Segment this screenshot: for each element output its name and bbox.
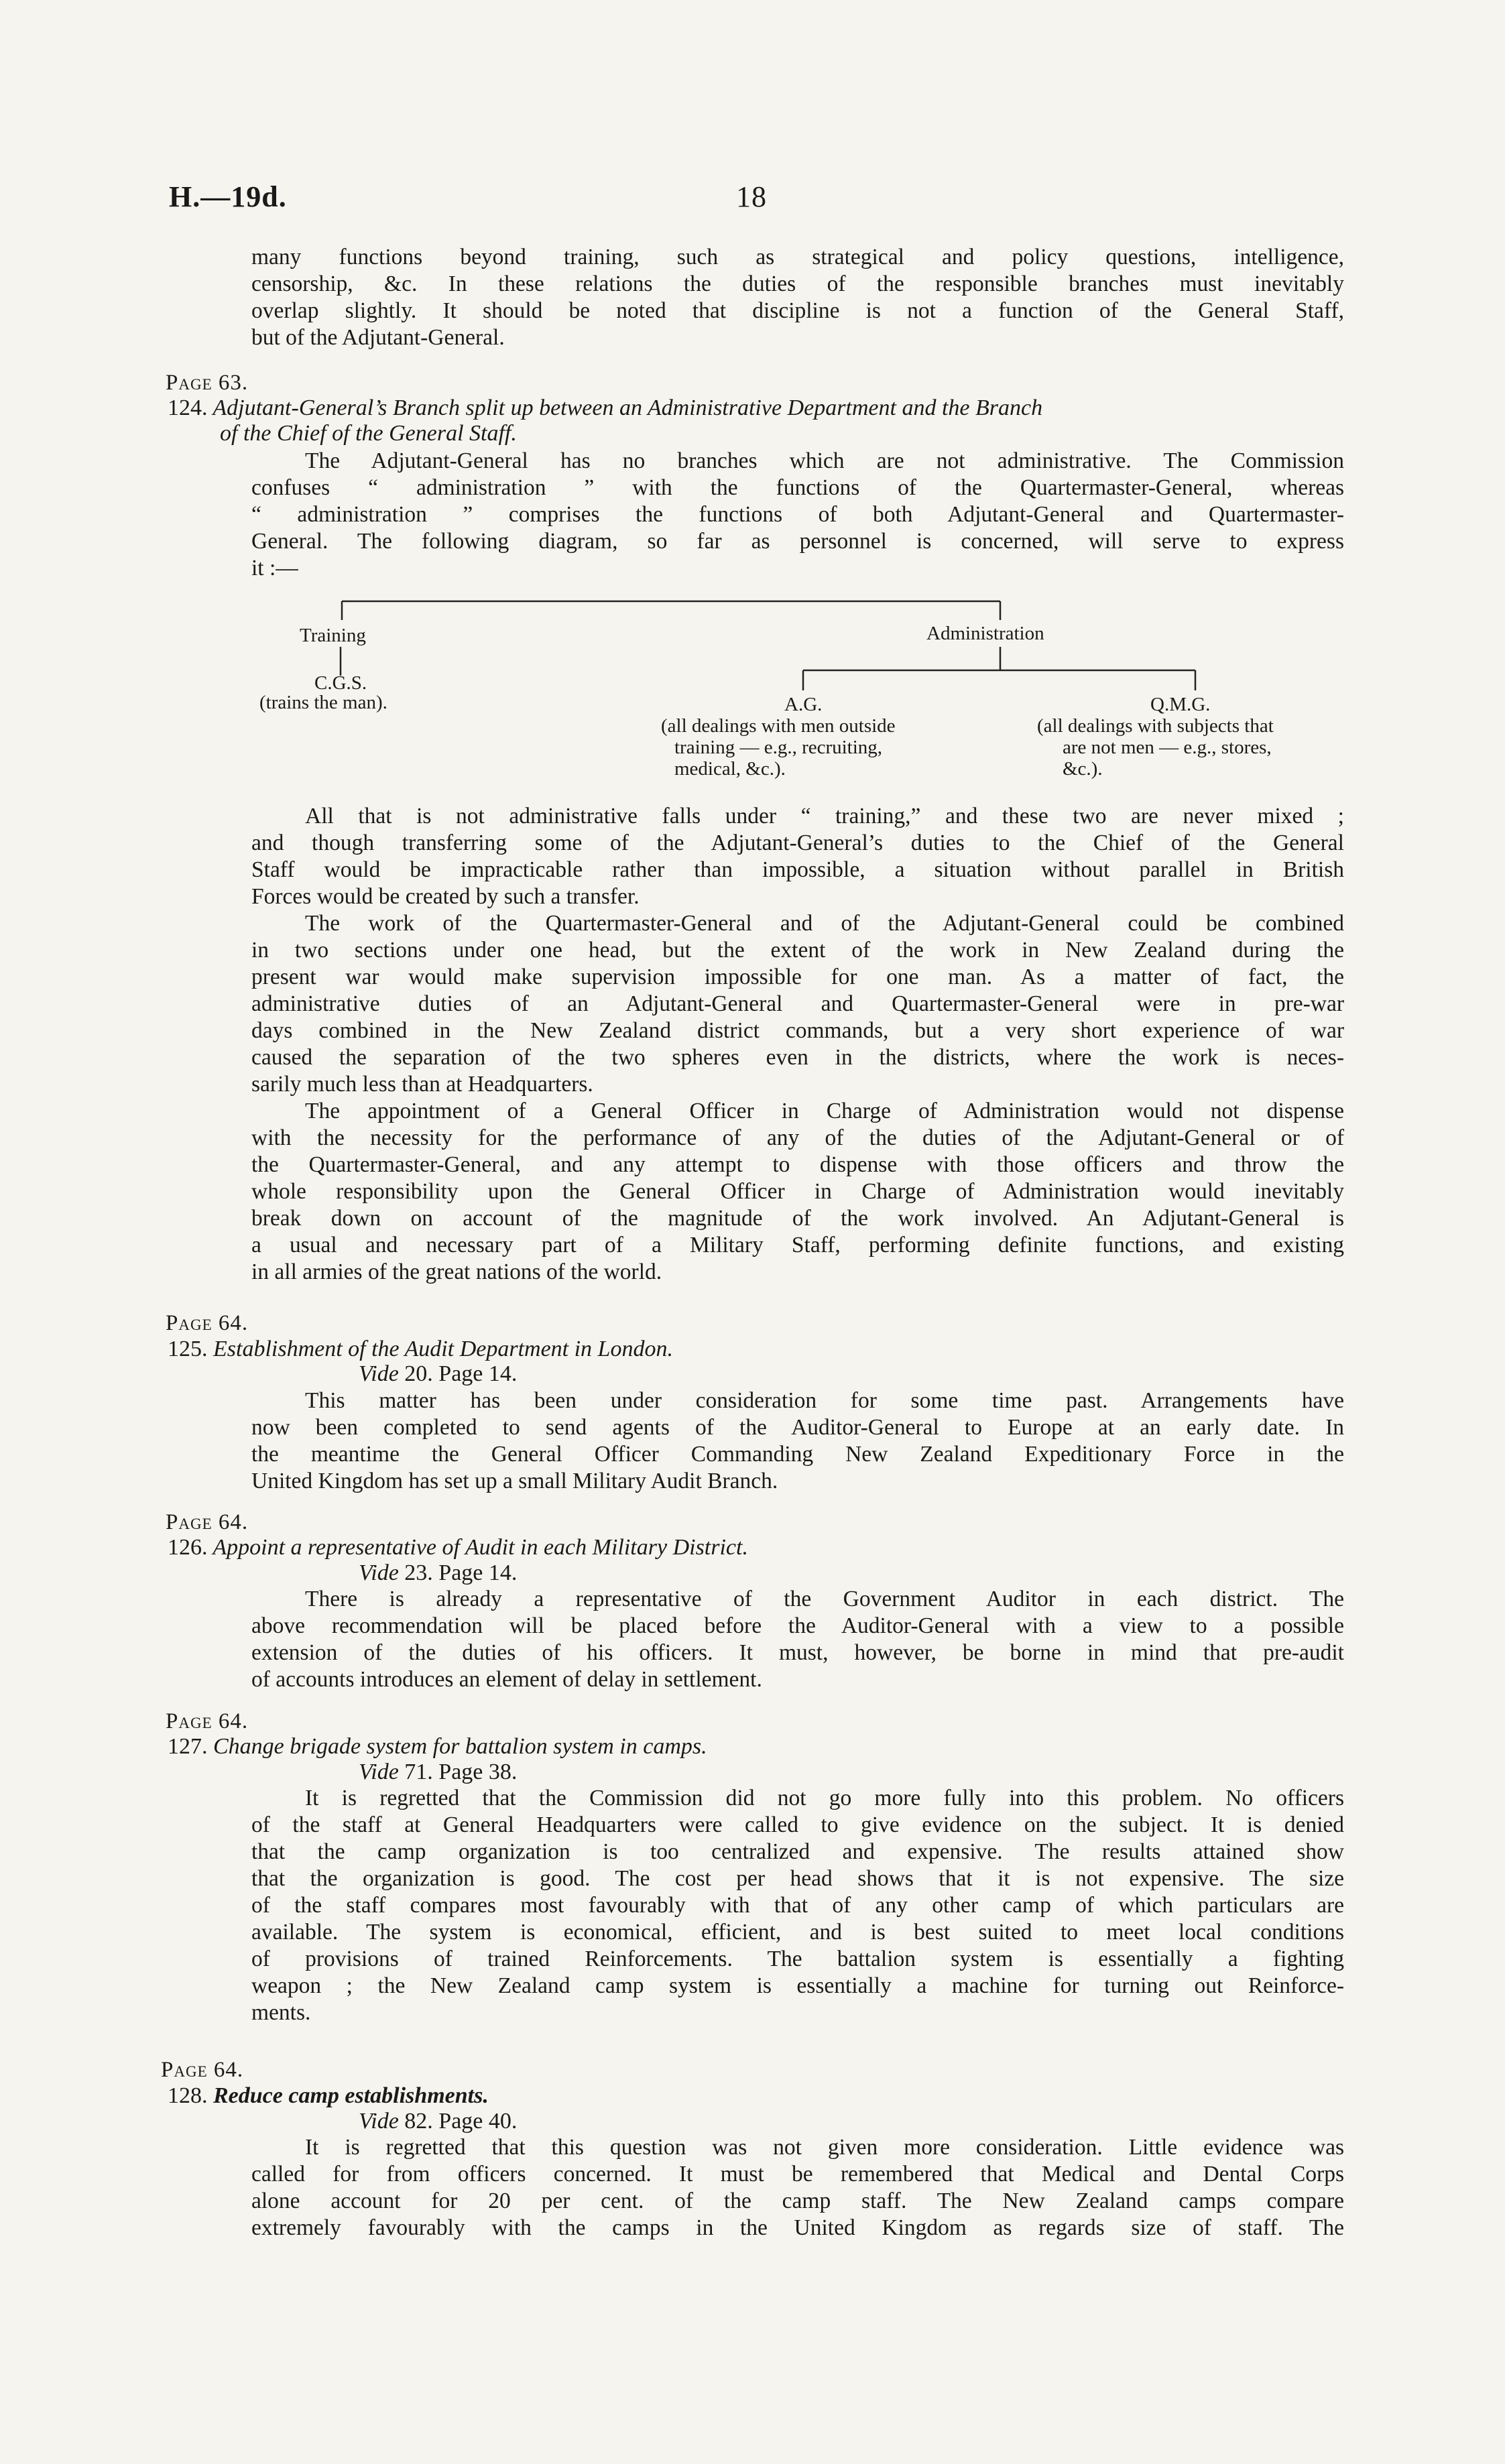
note-line: training — e.g., recruiting, [674, 737, 883, 758]
page-reference-127: Page 64. [166, 1709, 249, 1733]
vide-reference-126 [359, 1560, 517, 1586]
vide-word: Vide [359, 1361, 399, 1386]
note-line: &c.). [1063, 758, 1103, 780]
text-line: Forces would be created by such a transfer. [251, 884, 640, 909]
vide-ref: 82. Page 40. [404, 2109, 518, 2134]
text-line: days combined in the New Zealand district commands, but a very short experience of war [251, 1018, 1344, 1043]
vide-ref: 71. Page 38. [404, 1760, 518, 1784]
page-reference-124: Page 63. [166, 371, 249, 395]
text-line: with the necessity for the performance of any of the duties of the Adjutant-General or of [251, 1125, 1344, 1150]
page-reference-125: Page 64. [166, 1311, 249, 1335]
text-line: that the organization is good. The cost per head shows that it is not expensive. The size [251, 1866, 1344, 1891]
paragraph-124-3 [251, 910, 1344, 1098]
section-number: 128. [168, 2083, 208, 2108]
page-reference-126: Page 64. [166, 1510, 249, 1534]
title-text: Reduce camp establishments. [213, 2083, 489, 2108]
text-line: This matter has been under consideration for some time past. Arrangements have [305, 1388, 1344, 1413]
paragraph-127 [251, 1785, 1344, 2026]
text-line: of the staff at General Headquarters were called to give evidence on the subject. It is denied [251, 1812, 1344, 1837]
note-line: medical, &c.). [674, 758, 786, 780]
text-line: now been completed to send agents of the Auditor-General to Europe at an early date. In [251, 1415, 1344, 1440]
text-line: It is regretted that the Commission did not go more fully into this problem. No officers [305, 1786, 1344, 1810]
series-label: H.—19d. [169, 180, 287, 213]
vide-word: Vide [359, 1760, 399, 1784]
text-line: overlap slightly. It should be noted that discipline is not a function of the General Staff, [251, 298, 1344, 323]
paragraph-126 [251, 1586, 1344, 1693]
text-line: present war would make supervision impossible for one man. As a matter of fact, the [251, 965, 1344, 989]
text-line: a usual and necessary part of a Military Staff, performing definite functions, and existing [251, 1233, 1344, 1257]
section-title-126 [168, 1535, 748, 1560]
text-line: available. The system is economical, efficient, and is best suited to meet local conditions [251, 1920, 1344, 1945]
text-line: extension of the duties of his officers. It must, however, be borne in mind that pre-audit [251, 1640, 1344, 1665]
text-line: but of the Adjutant-General. [251, 325, 505, 350]
note-line: (all dealings with men outside [661, 715, 896, 737]
vide-ref: 20. Page 14. [404, 1361, 518, 1386]
page-reference-128: Page 64. [161, 2058, 244, 2082]
vide-reference-127 [359, 1760, 517, 1785]
title-text: Appoint a representative of Audit in each Military District. [213, 1535, 748, 1560]
text-line: The Adjutant-General has no branches which are not administrative. The Commission [305, 448, 1344, 473]
note-line: are not men — e.g., stores, [1063, 737, 1272, 758]
note-line: (all dealings with subjects that [1037, 715, 1274, 737]
intro-paragraph [251, 244, 1344, 351]
text-line: All that is not administrative falls under “ training,” and these two are never mixed ; [305, 804, 1344, 828]
text-line: censorship, &c. In these relations the duties of the responsible branches must inevitably [251, 271, 1344, 296]
paragraph-124-1 [251, 448, 1344, 582]
title-line: Adjutant-General’s Branch split up between an Administrative Department and the Branch [213, 395, 1043, 420]
paragraph-128 [251, 2134, 1344, 2241]
text-line: The appointment of a General Officer in Charge of Administration would not dispense [305, 1099, 1344, 1123]
section-number: 125. [168, 1337, 208, 1361]
text-line: “ administration ” comprises the functions of both Adjutant-General and Quartermaster- [251, 502, 1344, 527]
vide-ref: 23. Page 14. [404, 1560, 518, 1585]
section-number: 124. [168, 395, 208, 420]
section-number: 127. [168, 1734, 208, 1759]
text-line: United Kingdom has set up a small Military Audit Branch. [251, 1469, 778, 1493]
section-title-124-cont: of the Chief of the General Staff. [220, 421, 517, 446]
diagram-training-label: Training [300, 625, 366, 646]
diagram-ag-note [661, 715, 896, 780]
text-line: of provisions of trained Reinforcements. The battalion system is essentially a fighting [251, 1947, 1344, 1971]
text-line: in all armies of the great nations of the world. [251, 1259, 662, 1284]
diagram-qmg-note [1037, 715, 1274, 780]
diagram-administration-label: Administration [926, 623, 1044, 644]
section-number: 126. [168, 1535, 208, 1560]
section-title-128 [168, 2083, 489, 2109]
text-line: caused the separation of the two spheres even in the districts, where the work is neces- [251, 1045, 1344, 1070]
text-line: extremely favourably with the camps in the United Kingdom as regards size of staff. The [251, 2215, 1344, 2240]
text-line: of accounts introduces an element of delay in settlement. [251, 1667, 762, 1692]
text-line: it :— [251, 556, 298, 580]
text-line: sarily much less than at Headquarters. [251, 1072, 593, 1097]
text-line: the Quartermaster-General, and any attempt to dispense with those officers and throw the [251, 1152, 1344, 1177]
section-title-124 [168, 395, 1042, 421]
paragraph-125 [251, 1388, 1344, 1495]
paragraph-124-4 [251, 1098, 1344, 1286]
text-line: and though transferring some of the Adjutant-General’s duties to the Chief of the General [251, 830, 1344, 855]
text-line: It is regretted that this question was not given more consideration. Little evidence was [305, 2135, 1344, 2160]
text-line: that the camp organization is too centralized and expensive. The results attained show [251, 1839, 1344, 1864]
text-line: alone account for 20 per cent. of the camp staff. The New Zealand camps compare [251, 2189, 1344, 2213]
text-line: confuses “ administration ” with the functions of the Quartermaster-General, whereas [251, 475, 1344, 500]
text-line: of the staff compares most favourably with that of any other camp of which particulars are [251, 1893, 1344, 1918]
section-title-127 [168, 1734, 707, 1760]
diagram-qmg-label: Q.M.G. [1150, 694, 1211, 715]
diagram-cgs-label: C.G.S. [314, 672, 367, 694]
text-line: called for from officers concerned. It must be remembered that Medical and Dental Corps [251, 2162, 1344, 2186]
text-line: There is already a representative of the Government Auditor in each district. The [305, 1587, 1344, 1611]
title-text: Change brigade system for battalion system in camps. [213, 1734, 707, 1759]
title-text: Establishment of the Audit Department in London. [213, 1337, 673, 1361]
vide-reference-125 [359, 1361, 517, 1387]
text-line: weapon ; the New Zealand camp system is essentially a machine for turning out Reinforce- [251, 1973, 1344, 1998]
text-line: ments. [251, 2000, 311, 2025]
text-line: The work of the Quartermaster-General and of the Adjutant-General could be combined [305, 911, 1344, 936]
text-line: Staff would be impracticable rather than impossible, a situation without parallel in British [251, 857, 1344, 882]
diagram-ag-label: A.G. [784, 694, 823, 715]
text-line: the meantime the General Officer Commanding New Zealand Expeditionary Force in the [251, 1442, 1344, 1467]
text-line: administrative duties of an Adjutant-General and Quartermaster-General were in pre-war [251, 991, 1344, 1016]
paragraph-124-2 [251, 803, 1344, 910]
page-number: 18 [736, 180, 767, 213]
vide-word: Vide [359, 1560, 399, 1585]
section-title-125 [168, 1337, 673, 1362]
text-line: whole responsibility upon the General Officer in Charge of Administration would inevitably [251, 1179, 1344, 1204]
text-line: above recommendation will be placed before the Auditor-General with a view to a possible [251, 1613, 1344, 1638]
text-line: many functions beyond training, such as strategical and policy questions, intelligence, [251, 245, 1344, 269]
text-line: in two sections under one head, but the extent of the work in New Zealand during the [251, 938, 1344, 963]
diagram-cgs-note: (trains the man). [259, 692, 387, 713]
text-line: break down on account of the magnitude of the work involved. An Adjutant-General is [251, 1206, 1344, 1231]
vide-word: Vide [359, 2109, 399, 2134]
vide-reference-128 [359, 2109, 517, 2134]
text-line: General. The following diagram, so far as personnel is concerned, will serve to express [251, 529, 1344, 554]
